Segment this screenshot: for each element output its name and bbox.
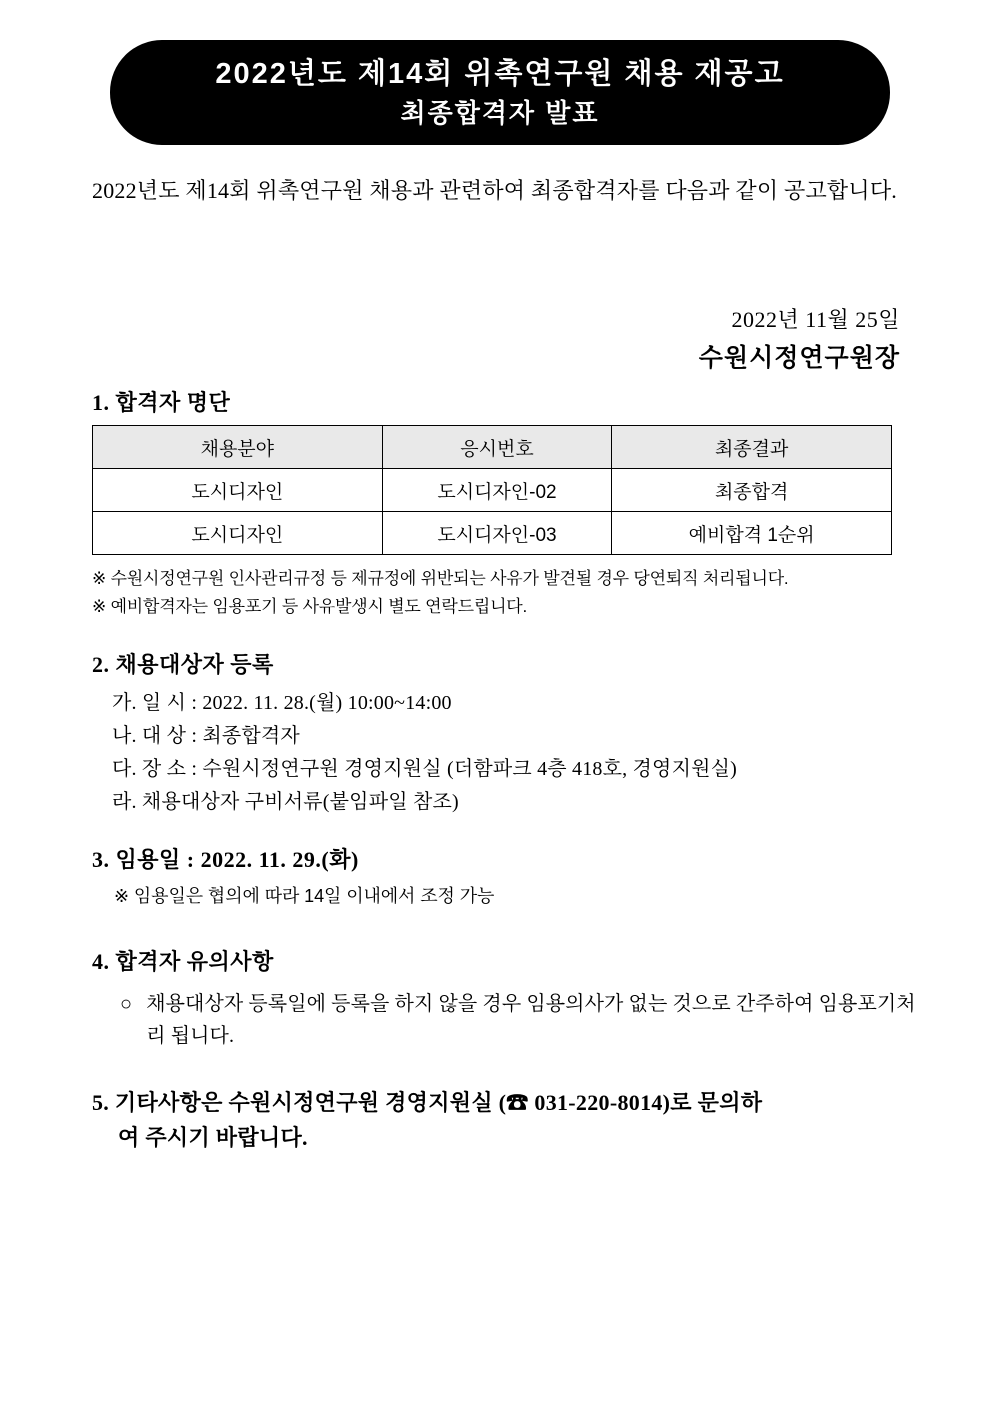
table-header-exam-number: 응시번호 xyxy=(382,426,612,469)
section-5-line-1: 5. 기타사항은 수원시정연구원 경영지원실 (☎ 031-220-8014)로 문의하 xyxy=(92,1090,763,1115)
section-2-heading: 2. 채용대상자 등록 xyxy=(92,652,274,677)
section-4-heading: 4. 합격자 유의사항 xyxy=(92,949,274,974)
section-3-note: ※ 임용일은 협의에 따라 14일 이내에서 조정 가능 xyxy=(114,886,495,906)
table-header-result: 최종결과 xyxy=(612,426,892,469)
cell-exam-number: 도시디자인-02 xyxy=(382,469,612,512)
section-1-notes xyxy=(92,565,912,621)
section-5 xyxy=(92,1085,922,1155)
title-line-2: 최종합격자 발표 xyxy=(400,97,600,128)
section-5-line-2: 여 주시기 바랍니다. xyxy=(118,1125,308,1151)
list-item: 라. 채용대상자 구비서류(붙임파일 참조) xyxy=(112,791,459,813)
table-row xyxy=(93,512,892,555)
cell-exam-number: 도시디자인-03 xyxy=(382,512,612,555)
issuer-name: 수원시정연구원장 xyxy=(698,345,900,372)
section-2 xyxy=(92,648,922,819)
table-header-row xyxy=(93,426,892,469)
section-3-heading: 3. 임용일 : 2022. 11. 29.(화) xyxy=(92,847,359,872)
cell-result: 최종합격 xyxy=(612,469,892,512)
table-header-field: 채용분야 xyxy=(93,426,383,469)
document-title-banner xyxy=(110,40,890,145)
table-row xyxy=(93,469,892,512)
cell-field: 도시디자인 xyxy=(93,469,383,512)
title-line-1: 2022년도 제14회 위촉연구원 채용 재공고 xyxy=(215,57,785,90)
note-line: ※ 수원시정연구원 인사관리규정 등 제규정에 위반되는 사유가 발견될 경우 당연퇴직 처리됩니다. xyxy=(92,569,789,588)
list-item: 나. 대 상 : 최종합격자 xyxy=(112,725,300,747)
list-item: 가. 일 시 : 2022. 11. 28.(월) 10:00~14:00 xyxy=(112,692,452,714)
successful-candidates-table xyxy=(92,425,892,555)
intro-paragraph: 2022년도 제14회 위촉연구원 채용과 관련하여 최종합격자를 다음과 같이 공고합니다. xyxy=(92,178,897,203)
section-4-bullet xyxy=(92,988,922,1052)
cell-result: 예비합격 1순위 xyxy=(612,512,892,555)
section-4 xyxy=(92,945,922,1052)
section-4-bullet-text: 채용대상자 등록일에 등록을 하지 않을 경우 임용의사가 없는 것으로 간주하여 임용포기처리 됩니다. xyxy=(146,993,916,1047)
issue-date: 2022년 11월 25일 xyxy=(731,307,900,332)
note-line: ※ 예비합격자는 임용포기 등 사유발생시 별도 연락드립니다. xyxy=(92,597,528,617)
section-3 xyxy=(92,843,922,908)
section-1-heading: 1. 합격자 명단 xyxy=(92,390,231,415)
section-2-items xyxy=(92,687,922,819)
list-item: 다. 장 소 : 수원시정연구원 경영지원실 (더함파크 4층 418호, 경영지원실) xyxy=(112,758,737,780)
circle-bullet-icon: ○ xyxy=(120,993,133,1015)
issuer-block xyxy=(699,303,900,378)
cell-field: 도시디자인 xyxy=(93,512,383,555)
